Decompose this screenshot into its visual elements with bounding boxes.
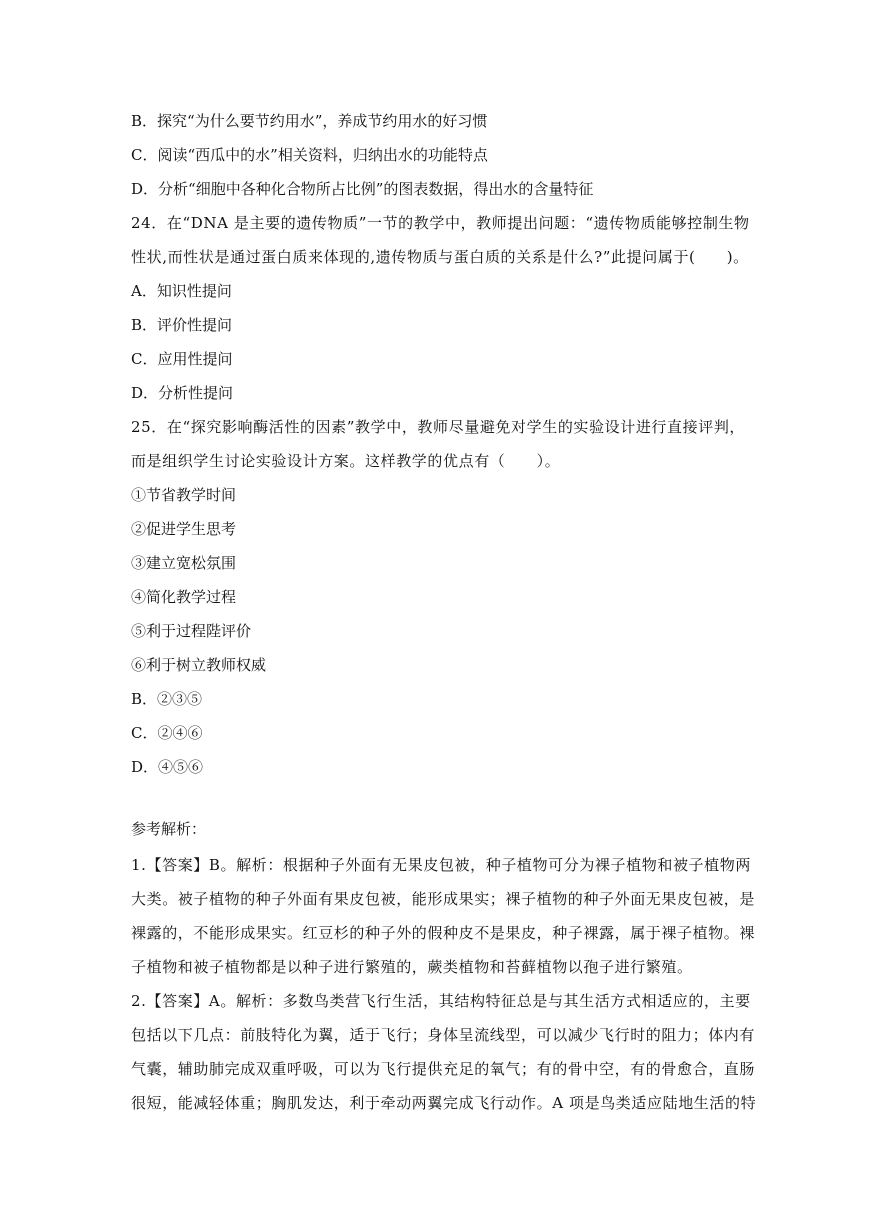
answer-1-line-2: 大类。被子植物的种子外面有果皮包被，能形成果实；裸子植物的种子外面无果皮包被，是	[131, 890, 756, 908]
q24-option-c: C．应用性提问	[131, 350, 233, 368]
q23-option-d: D．分析“细胞中各种化合物所占比例”的图表数据，得出水的含量特征	[131, 180, 594, 198]
q25-stem-line-1: 25．在“探究影响酶活性的因素”教学中，教师尽量避免对学生的实验设计进行直接评判，	[131, 418, 746, 436]
q25-item-5: ⑤利于过程陛评价	[131, 622, 252, 640]
q25-stem-line-2: 而是组织学生讨论实验设计方案。这样教学的优点有（ ）。	[131, 452, 561, 470]
q24-option-b: B．评价性提问	[131, 316, 233, 334]
q24-stem	[131, 206, 750, 274]
answer-1	[131, 848, 756, 984]
q24-option-a: A．知识性提问	[131, 282, 232, 300]
answer-1-line-1: 1.【答案】B。解析：根据种子外面有无果皮包被，种子植物可分为裸子植物和被子植物两	[131, 856, 751, 874]
section-gap	[131, 790, 741, 818]
answer-1-line-4: 子植物和被子植物都是以种子进行繁殖的，蕨类植物和苔藓植物以孢子进行繁殖。	[131, 958, 693, 976]
q25-option-d: D．④⑤⑥	[131, 758, 204, 776]
q25-option-b: B．②③⑤	[131, 690, 203, 708]
q24-stem-line-1: 24．在“DNA 是主要的遗传物质”一节的教学中，教师提出问题：“遗传物质能够控制生物	[131, 214, 750, 232]
q25-item-6: ⑥利于树立教师权威	[131, 656, 267, 674]
q23-option-b: B．探究“为什么要节约用水”，养成节约用水的好习惯	[131, 112, 488, 130]
q24-stem-line-2: 性状,而性状是通过蛋白质来体现的,遗传物质与蛋白质的关系是什么?”此提问属于( )。	[131, 248, 749, 266]
q25-stem	[131, 410, 746, 478]
document-content	[131, 110, 757, 1120]
q23-option-c: C．阅读“西瓜中的水”相关资料，归纳出水的功能特点	[131, 146, 488, 164]
q25-item-3: ③建立宽松氛围	[131, 554, 237, 572]
answer-2-line-4: 很短，能减轻体重；胸肌发达，利于牵动两翼完成飞行动作。A 项是鸟类适应陆地生活的特	[131, 1094, 757, 1112]
q25-option-c: C．②④⑥	[131, 724, 203, 742]
answer-2-line-3: 气囊，辅助肺完成双重呼吸，可以为飞行提供充足的氧气；有的骨中空，有的骨愈合，直肠	[131, 1060, 756, 1078]
q25-item-4: ④简化教学过程	[131, 588, 237, 606]
q25-item-2: ②促进学生思考	[131, 520, 237, 538]
answer-2-line-1: 2.【答案】A。解析：多数鸟类营飞行生活，其结构特征总是与其生活方式相适应的，主要	[131, 992, 751, 1010]
q24-option-d: D．分析性提问	[131, 384, 234, 402]
answer-1-line-3: 裸露的，不能形成果实。红豆杉的种子外的假种皮不是果皮，种子裸露，属于裸子植物。裸	[131, 924, 756, 942]
answer-2	[131, 984, 757, 1120]
q25-item-1: ①节省教学时间	[131, 486, 237, 504]
analysis-title: 参考解析：	[131, 820, 207, 838]
answer-2-line-2: 包括以下几点：前肢特化为翼，适于飞行；身体呈流线型，可以减少飞行时的阻力；体内有	[131, 1026, 756, 1044]
